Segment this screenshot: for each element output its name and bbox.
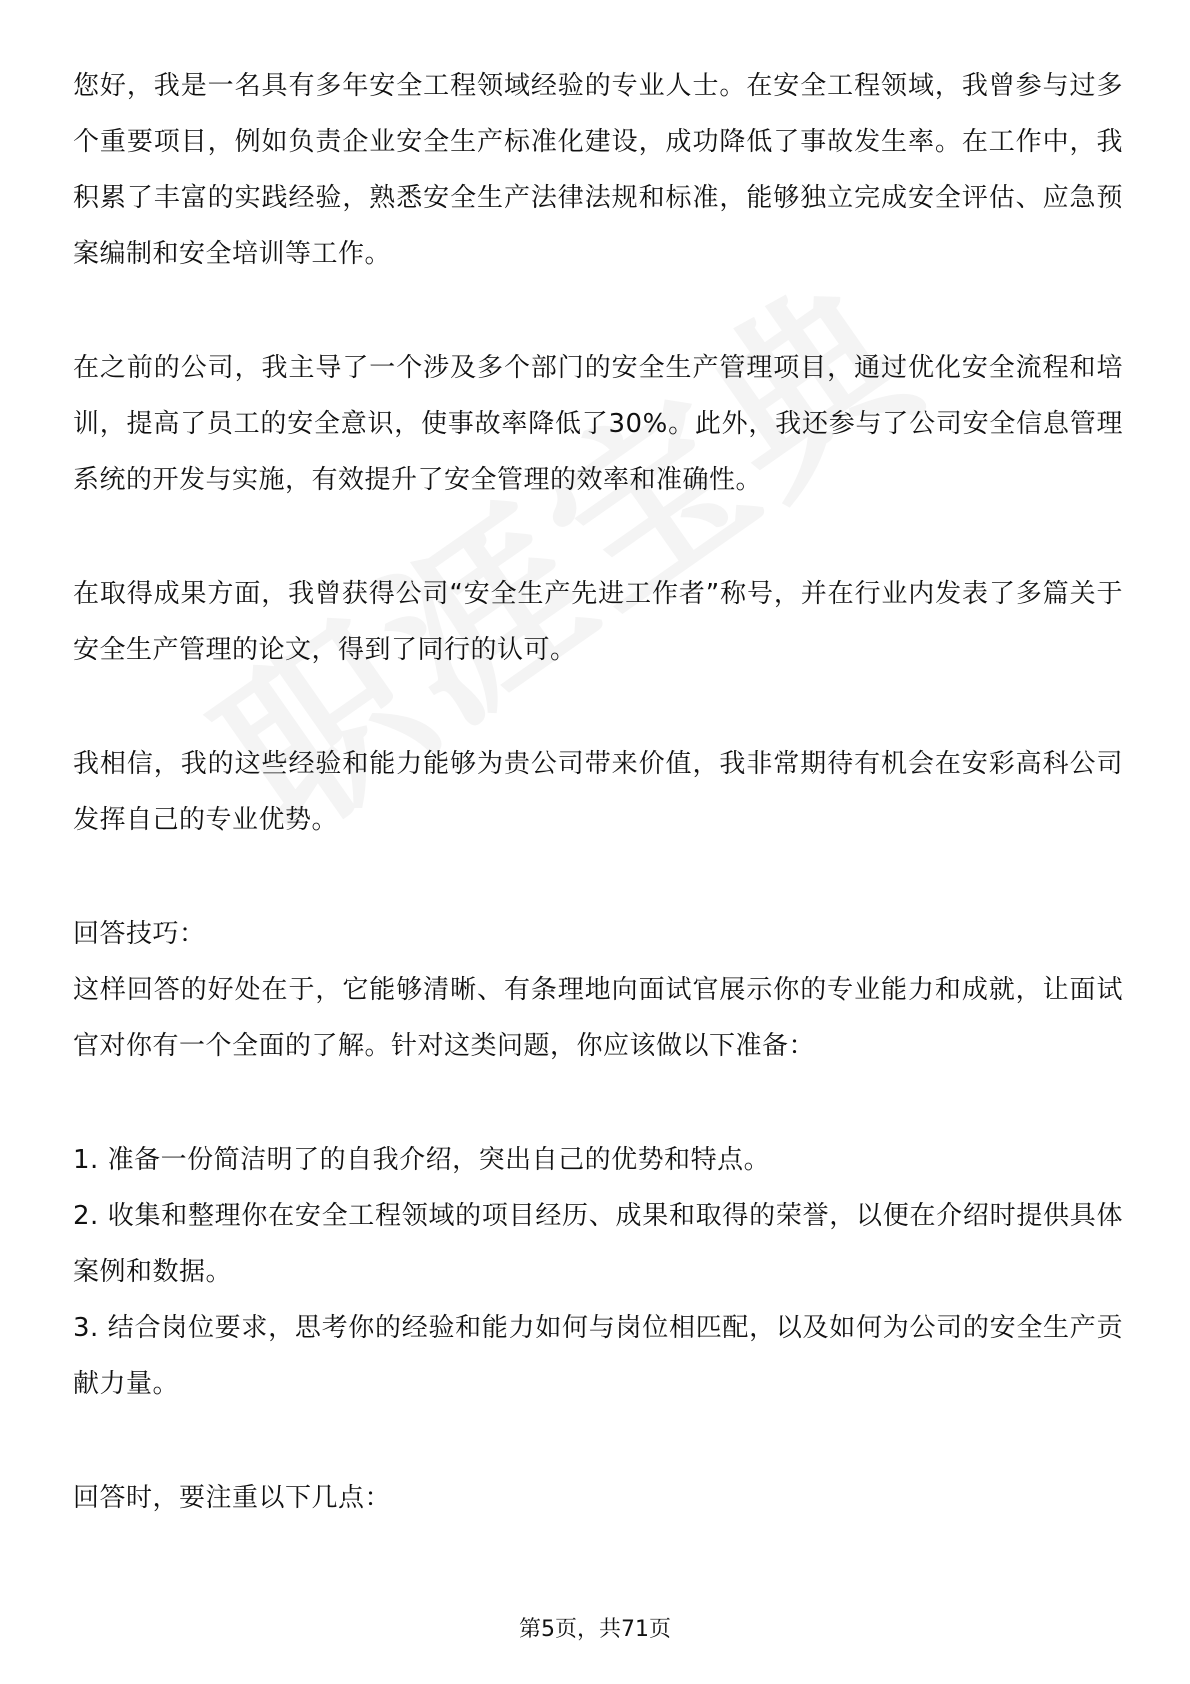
paragraph-intro: 您好，我是一名具有多年安全工程领域经验的专业人士。在安全工程领域，我曾参与过多个重要项目，例如负责企业安全生产标准化建设，成功降低了事故发生率。在工作中，我积累了丰富的实践经验，熟悉安全生产法律法规和标准，能够独立完成安全评估、应急预案编制和安全培训等工作。	[73, 71, 1123, 269]
paragraph-gap	[73, 1412, 1123, 1470]
tips-item-1: 1. 准备一份简洁明了的自我介绍，突出自己的优势和特点。	[73, 1145, 771, 1175]
paragraph-gap	[73, 508, 1123, 566]
tips-heading: 回答技巧：	[73, 919, 206, 949]
paragraph-gap	[73, 282, 1123, 340]
paragraph-achievements: 在取得成果方面，我曾获得公司“安全生产先进工作者”称号，并在行业内发表了多篇关于安全生产管理的论文，得到了同行的认可。	[73, 579, 1123, 665]
tips-intro: 这样回答的好处在于，它能够清晰、有条理地向面试官展示你的专业能力和成就，让面试官对你有一个全面的了解。针对这类问题，你应该做以下准备：	[73, 975, 1123, 1061]
tips-item-2: 2. 收集和整理你在安全工程领域的项目经历、成果和取得的荣誉，以便在介绍时提供具体案例和数据。	[73, 1201, 1123, 1287]
paragraph-previous-company: 在之前的公司，我主导了一个涉及多个部门的安全生产管理项目，通过优化安全流程和培训，提高了员工的安全意识，使事故率降低了30%。此外，我还参与了公司安全信息管理系统的开发与实施，有效提升了安全管理的效率和准确性。	[73, 353, 1123, 495]
notes-heading: 回答时，要注重以下几点：	[73, 1483, 392, 1513]
document-body	[73, 58, 1123, 1526]
paragraph-gap	[73, 848, 1123, 906]
paragraph-closing: 我相信，我的这些经验和能力能够为贵公司带来价值，我非常期待有机会在安彩高科公司发挥自己的专业优势。	[73, 749, 1123, 835]
paragraph-gap	[73, 1074, 1123, 1132]
page-number-footer: 第5页，共71页	[519, 1617, 671, 1642]
tips-item-3: 3. 结合岗位要求，思考你的经验和能力如何与岗位相匹配，以及如何为公司的安全生产贡献力量。	[73, 1313, 1123, 1399]
paragraph-gap	[73, 678, 1123, 736]
